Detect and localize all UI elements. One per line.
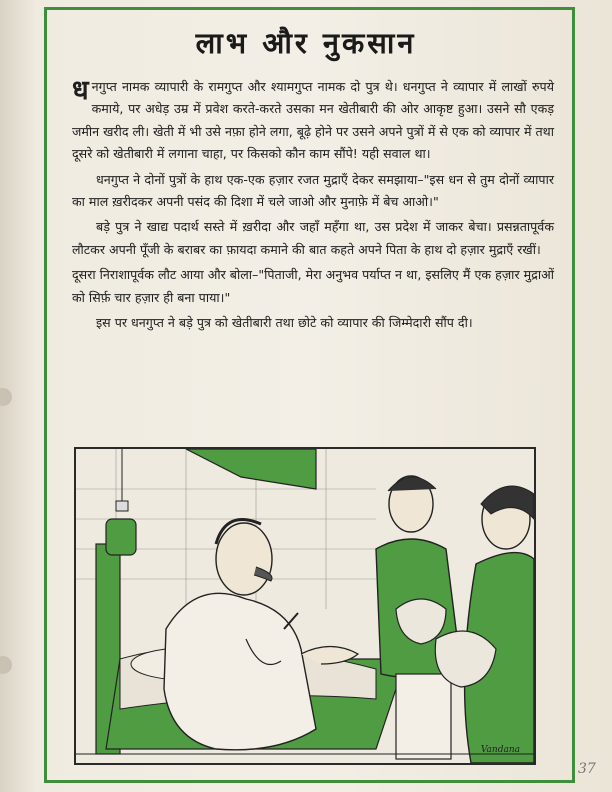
artist-signature: Vandana xyxy=(480,745,520,755)
page-title: लाभ और नुकसान xyxy=(195,26,417,60)
page-number: 37 xyxy=(578,761,596,777)
paragraph-1 xyxy=(72,76,554,166)
paragraph-4: दूसरा निराशापूर्वक लौट आया और बोला–"पिताजी, मेरा अनुभव पर्याप्त न था, इसलिए मैं एक हज़ार मुद्राओं को सिर्फ़ चार हज़ार ही बना पाया।" xyxy=(72,267,554,305)
drop-cap: ध xyxy=(72,75,89,106)
story-illustration xyxy=(74,447,536,765)
paragraph-text: नगुप्त नामक व्यापारी के रामगुप्त और श्यामगुप्त नामक दो पुत्र थे। धनगुप्त ने व्यापार में लाखों रुपये कमाये, पर अधेड़ उम्र में प्रवेश करते-करते उसका मन खेतीबारी की ओर आकृष्ट हुआ। उसने सौ एकड़ जमीन खरीद ली। खेती में भी उसे नफ़ा होने लगा, बूढ़े होने पर उसने अपने पुत्रों में से एक को व्यापार में तथा दूसरे को खेतीबारी में लगाना चाहा, पर किसको कौन काम सौंपे! यही सवाल था। xyxy=(72,79,554,162)
paragraph-5: इस पर धनगुप्त ने बड़े पुत्र को खेतीबारी तथा छोटे को व्यापार की जिम्मेदारी सौंप दी। xyxy=(96,315,473,331)
story-text xyxy=(72,76,554,337)
illustration-drawing xyxy=(76,449,534,763)
paragraph-2: धनगुप्त ने दोनों पुत्रों के हाथ एक-एक हज़ार रजत मुद्राएँ देकर समझाया–"इस धन से तुम दोनों व्यापार का माल ख़रीदकर अपनी पसंद की दिशा में चले जाओ और मुनाफ़े में बेच आओ।" xyxy=(72,171,554,210)
paragraph-3: बड़े पुत्र ने खाद्य पदार्थ सस्ते में ख़रीदा और जहाँ महँगा था, उस प्रदेश में जाकर बेचा। प्रसन्नतापूर्वक लौटकर अपनी पूँजी के बराबर का फ़ायदा कमाने की बात कहते अपने पिता के हाथ दो हज़ार मुद्राएँ रखीं। xyxy=(72,219,554,257)
